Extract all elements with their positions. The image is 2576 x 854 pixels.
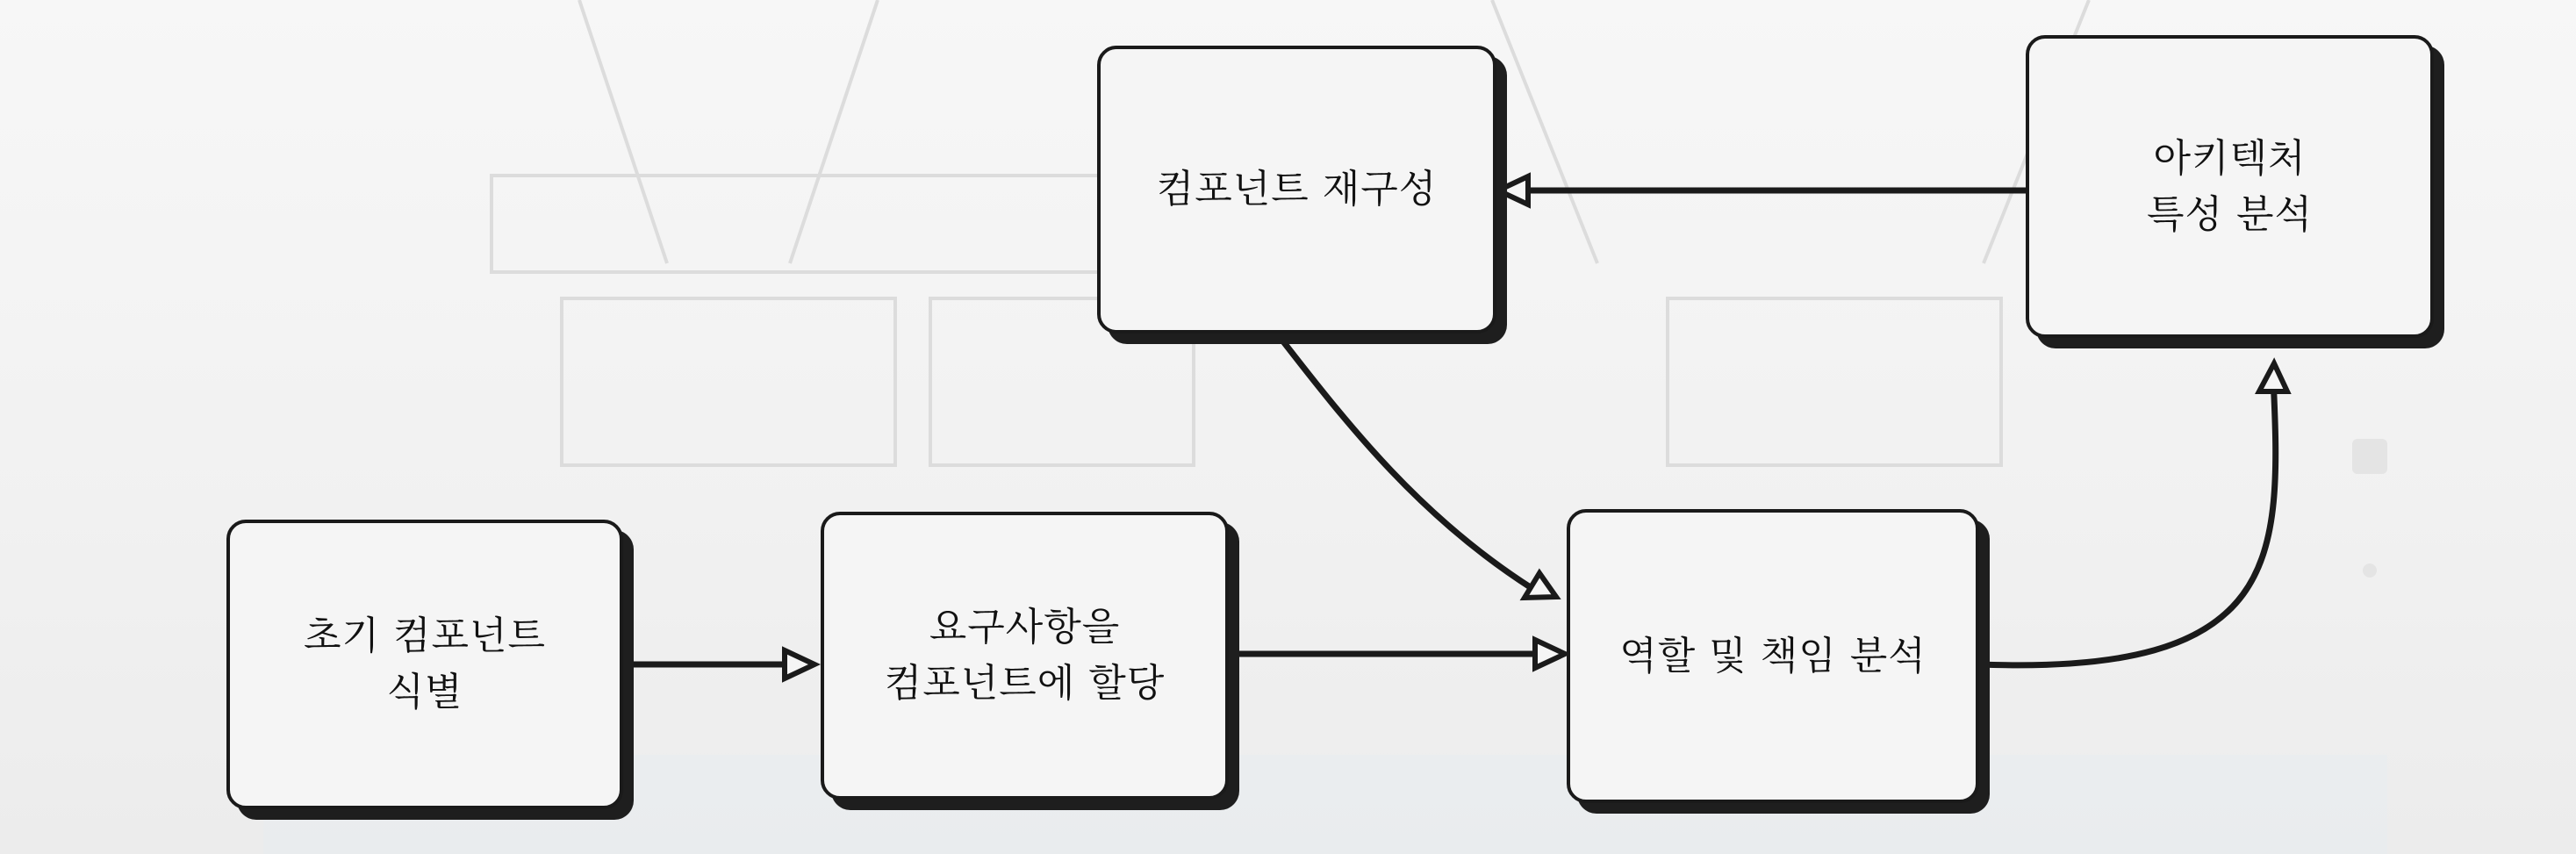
node-assign-line-2: 컴포넌트에 할당 — [884, 661, 1166, 706]
node-restructure-line-1: 컴포넌트 재구성 — [1156, 167, 1438, 212]
node-initial-line-1: 초기 컴포넌트 — [303, 614, 546, 658]
node-assign-requirements — [821, 512, 1229, 800]
arrow-analyze-to-characteristics — [1979, 377, 2276, 665]
node-assign-line-1: 요구사항을 — [929, 605, 1121, 649]
node-analyze-line-1: 역할 및 책임 분석 — [1619, 633, 1927, 678]
node-initial-line-2: 식별 — [386, 670, 463, 714]
node-initial-component-identification — [226, 520, 623, 809]
node-characteristics-line-2: 특성 분석 — [2146, 191, 2313, 237]
arrowhead-characteristics-to-restructure — [1498, 176, 1528, 205]
node-role-responsibility-analysis — [1567, 509, 1979, 803]
arrowhead-assign-to-analyze — [1535, 640, 1565, 668]
node-characteristics-line-1: 아키텍처 — [2153, 135, 2307, 181]
arrowhead-initial-to-assign — [785, 650, 814, 678]
node-architecture-characteristics-analysis — [2026, 35, 2434, 338]
node-component-restructuring — [1097, 46, 1496, 334]
arrowhead-analyze-to-characteristics — [2259, 363, 2287, 391]
arrow-restructure-to-analyze — [1277, 334, 1532, 588]
arrowhead-restructure-to-analyze — [1525, 573, 1556, 598]
